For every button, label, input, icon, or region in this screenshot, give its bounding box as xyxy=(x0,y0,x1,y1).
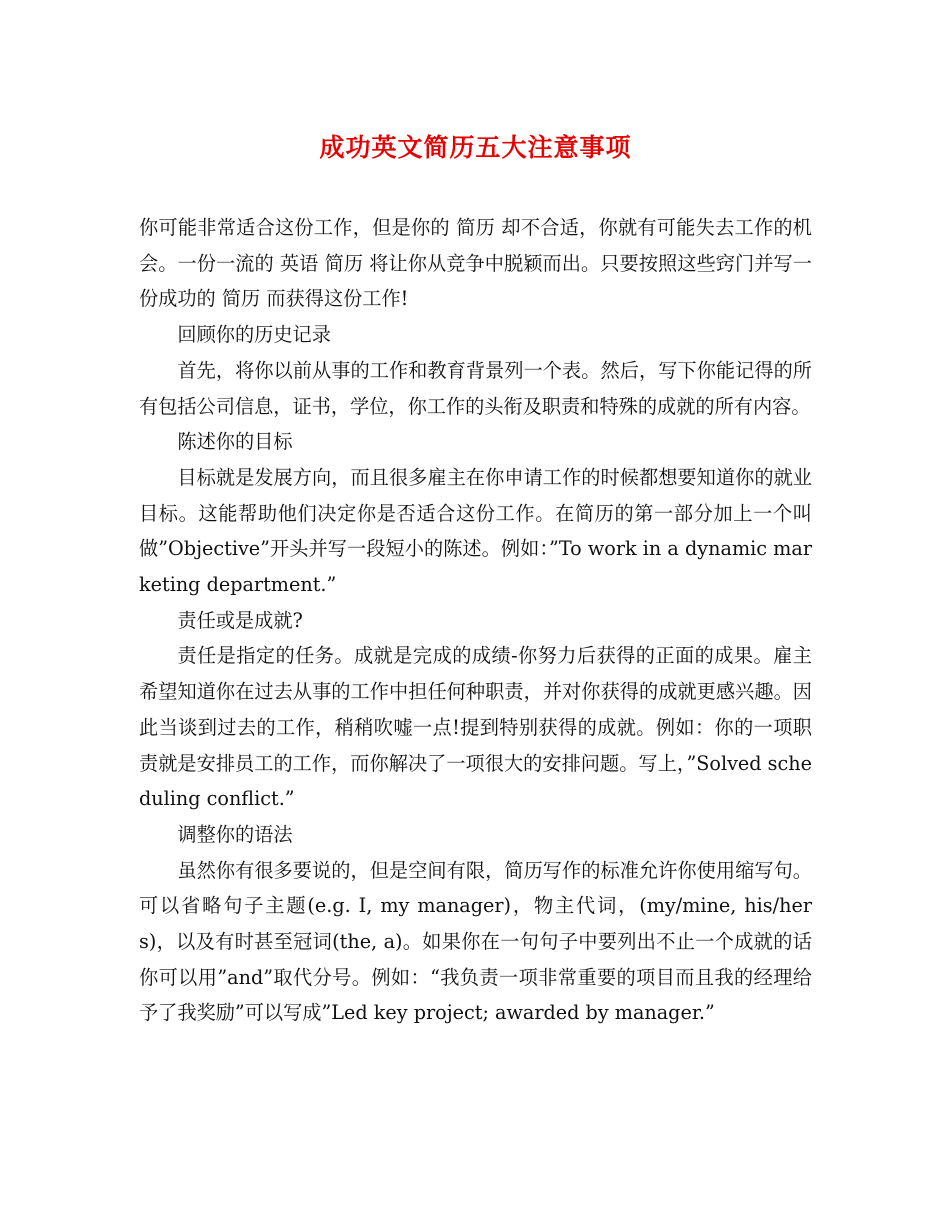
intro-paragraph: 你可能非常适合这份工作，但是你的 简历 却不合适，你就有可能失去工作的机会。一份一流的 英语 简历 将让你从竞争中脱颖而出。只要按照这些窍门并写一份成功的 简历 而获得这份工作! xyxy=(139,216,812,311)
section-heading-history: 回顾你的历史记录 xyxy=(177,323,331,347)
section-heading-objective: 陈述你的目标 xyxy=(177,430,293,454)
grammar-paragraph: 虽然你有很多要说的，但是空间有限，简历写作的标准允许你使用缩写句。可以省略句子主题(e.g. I, my manager)，物主代词，(my/mine, his/hers)，以及有时甚至冠词(the, a)。如果你在一句句子中要列出不止一个成就的话你可以用”and”取代分号。例如：“我负责一项非常重要的项目而且我的经理给予了我奖励”可以写成”Led key project; awarded by manager.” xyxy=(139,858,812,1025)
section-heading-grammar: 调整你的语法 xyxy=(177,822,293,846)
achievements-paragraph: 责任是指定的任务。成就是完成的成绩-你努力后获得的正面的成果。雇主希望知道你在过去从事的工作中担任何种职责，并对你获得的成就更感兴趣。因此当谈到过去的工作，稍稍吹嘘一点!提到特别获得的成就。例如：你的一项职责就是安排员工的工作，而你解决了一项很大的安排问题。写上，”Solved scheduling conflict.” xyxy=(139,644,812,811)
objective-paragraph: 目标就是发展方向，而且很多雇主在你申请工作的时候都想要知道你的就业目标。这能帮助他们决定你是否适合这份工作。在简历的第一部分加上一个叫做”Objective”开头并写一段短小的陈述。例如：”To work in a dynamic marketing department.” xyxy=(139,465,812,597)
document-body xyxy=(139,210,812,1031)
history-paragraph: 首先，将你以前从事的工作和教育背景列一个表。然后，写下你能记得的所有包括公司信息，证书，学位，你工作的头衔及职责和特殊的成就的所有内容。 xyxy=(139,358,812,418)
section-heading-achievements: 责任或是成就? xyxy=(177,608,303,632)
document-title: 成功英文简历五大注意事项 xyxy=(319,133,632,162)
